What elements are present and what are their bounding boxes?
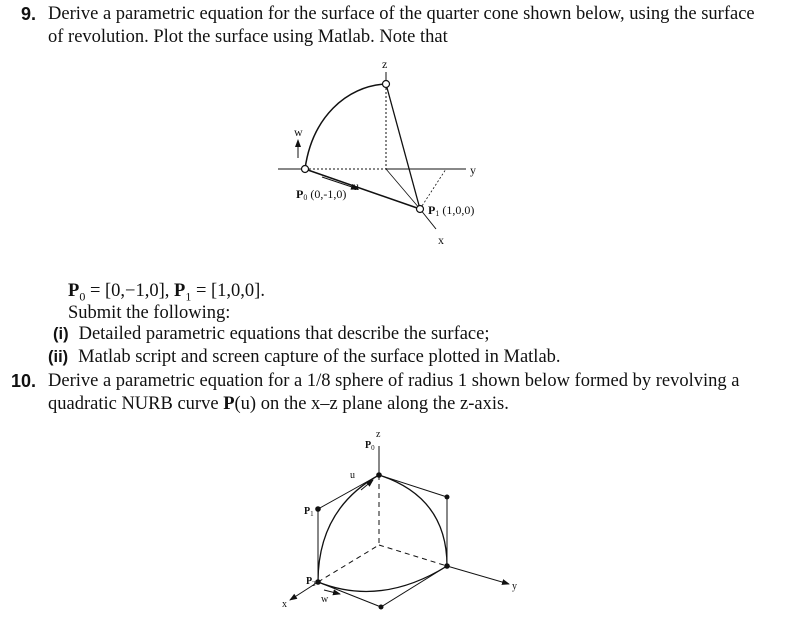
- problem-9-number: 9.: [21, 4, 37, 24]
- control-point: [379, 605, 384, 610]
- u-label: u: [353, 179, 359, 193]
- p0-label: P0 (0,-1,0): [296, 187, 347, 202]
- w-label: w: [321, 594, 329, 605]
- problem-10-number: 10.: [11, 371, 37, 391]
- z-label: z: [376, 429, 381, 440]
- p2-label: $P_2$: [306, 576, 316, 588]
- control-point: [445, 495, 450, 500]
- p2-point: [315, 579, 321, 585]
- y-label: y: [470, 163, 476, 177]
- boundary-arc: [379, 475, 447, 566]
- p0-label: $P_0$: [365, 440, 375, 452]
- w-label: w: [294, 125, 303, 139]
- problem-10-line-2: quadratic NURB curve P(u) on the x–z plane along the z-axis.: [48, 394, 509, 414]
- control-point: [444, 563, 450, 569]
- submit-item: (ii) Matlab script and screen capture of the surface plotted in Matlab.: [48, 347, 561, 367]
- x-axis-hidden: [318, 545, 379, 582]
- z-label: z: [382, 57, 388, 71]
- x-label: x: [282, 599, 287, 610]
- p1-label: P1 (1,0,0): [428, 203, 475, 218]
- p1-label: $P_1$: [304, 506, 314, 518]
- u-label: u: [350, 470, 355, 481]
- x-label: x: [438, 233, 444, 247]
- p0-point: [376, 472, 382, 478]
- point-definitions: $P_0 = [0,-1,0]$, $P_1 = [1,0,0]$.: [68, 281, 265, 304]
- submit-item: (i) Detailed parametric equations that describe the surface;: [53, 324, 490, 344]
- y-axis-hidden: [379, 545, 447, 566]
- submit-heading: Submit the following:: [68, 303, 231, 323]
- y-label: y: [512, 581, 517, 592]
- y-axis: [447, 566, 509, 584]
- problem-10-line-1: Derive a parametric equation for a 1/8 sphere of radius 1 shown below formed by revolving a: [48, 371, 740, 391]
- p1-point: [315, 506, 321, 512]
- problem-9-line-1: Derive a parametric equation for the surface of the quarter cone shown below, using the surface: [48, 4, 755, 24]
- boundary-arc: [318, 475, 379, 582]
- problem-9-line-2: of revolution. Plot the surface using Matlab. Note that: [48, 27, 448, 47]
